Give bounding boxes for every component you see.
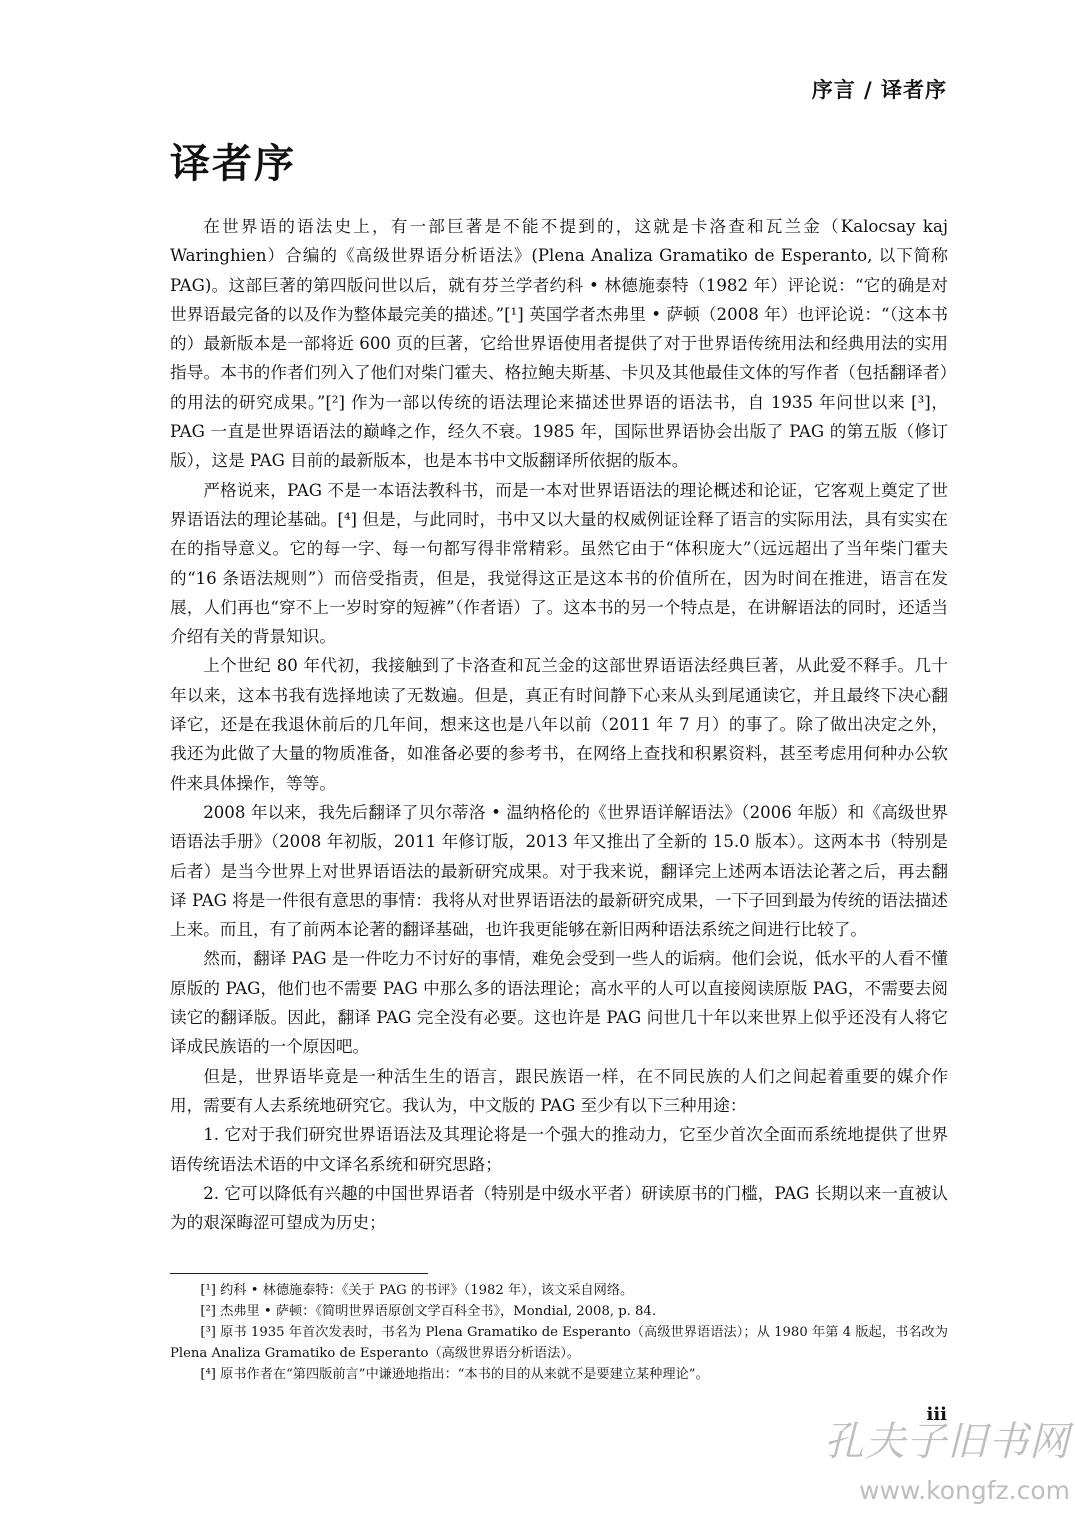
watermark-brand: 孔夫子旧书网 bbox=[824, 1419, 1070, 1465]
paragraph: 然而，翻译 PAG 是一件吃力不讨好的事情，难免会受到一些人的诟病。他们会说，低水平的人看不懂原版的 PAG，他们也不需要 PAG 中那么多的语法理论；高水平的人可以直接阅读原版 PAG，不需要去阅读它的翻译版。因此，翻译 PAG 完全没有必要。这也许是 PAG 问世几十年以来世界上似乎还没有人将它译成民族语的一个原因吧。 bbox=[170, 949, 948, 1057]
paragraph: 在世界语的语法史上，有一部巨著是不能不提到的，这就是卡洛查和瓦兰金（Kalocsay kaj Waringhien）合编的《高级世界语分析语法》(Plena Analiza Gramatiko de Esperanto, 以下简称PAG)。这部巨著的第四版问世以后，就有芬兰学者约科 • 林德施泰特（1982 年）评论说：“它的确是对世界语最完备的以及作为整体最完美的描述。”[¹] 英国学者杰弗里 • 萨顿（2008 年）也评论说：“（这本书的）最新版本是一部将近 600 页的巨著，它给世界语使用者提供了对于世界语传统用法和经典用法的实用指导。本书的作者们列入了他们对柴门霍夫、格拉鲍夫斯基、卡贝及其他最佳文体的写作者（包括翻译者）的用法的研究成果。”[²] 作为一部以传统的语法理论来描述世界语的语法书，自 1935 年问世以来 [³]，PAG 一直是世界语语法的巅峰之作，经久不衰。1985 年，国际世界语协会出版了 PAG 的第五版（修订版），这是 PAG 目前的最新版本，也是本书中文版翻译所依据的版本。 bbox=[170, 217, 948, 471]
watermark bbox=[808, 1418, 1070, 1518]
footnote: [²] 杰弗里 • 萨顿：《简明世界语原创文学百科全书》，Mondial, 2008, p. 84. bbox=[200, 1304, 657, 1319]
page-number: iii bbox=[926, 1404, 947, 1425]
footnote: [⁴] 原书作者在“第四版前言”中谦逊地指出：“本书的目的从来就不是要建立某种理论”。 bbox=[200, 1367, 709, 1382]
paragraph: 严格说来，PAG 不是一本语法教科书，而是一本对世界语语法的理论概述和论证，它客观上奠定了世界语语法的理论基础。[⁴] 但是，与此同时，书中又以大量的权威例证诠释了语言的实际用法，具有实实在在的指导意义。它的每一字、每一句都写得非常精彩。虽然它由于“体积庞大”（远远超出了当年柴门霍夫的“16 条语法规则”）而倍受指责，但是，我觉得这正是这本书的价值所在，因为时间在推进，语言在发展，人们再也“穿不上一岁时穿的短裤”（作者语）了。这本书的另一个特点是，在讲解语法的同时，还适当介绍有关的背景知识。 bbox=[170, 480, 948, 647]
running-header: 序言 / 译者序 bbox=[811, 77, 947, 102]
list-item: 2. 它可以降低有兴趣的中国世界语者（特别是中级水平者）研读原书的门槛，PAG 长期以来一直被认为的艰深晦涩可望成为历史； bbox=[170, 1183, 948, 1233]
watermark-url: www.kongfz.com bbox=[859, 1476, 1070, 1505]
paragraph: 2008 年以来，我先后翻译了贝尔蒂洛 • 温纳格伦的《世界语详解语法》（2006 年版）和《高级世界语语法手册》（2008 年初版，2011 年修订版，2013 年又推出了全新的 15.0 版本）。这两本书（特别是后者）是当今世界上对世界语语法的最新研究成果。对于我来说，翻译完上述两本语法论著之后，再去翻译 PAG 将是一件很有意思的事情：我将从对世界语语法的最新研究成果，一下子回到最为传统的语法描述上来。而且，有了前两本论著的翻译基础，也许我更能够在新旧两种语法系统之间进行比较了。 bbox=[170, 802, 948, 940]
paragraph: 上个世纪 80 年代初，我接触到了卡洛查和瓦兰金的这部世界语语法经典巨著，从此爱不释手。几十年以来，这本书我有选择地读了无数遍。但是，真正有时间静下心来从头到尾通读它，并且最终下决心翻译它，还是在我退休前后的几年间，想来这也是八年以前（2011 年 7 月）的事了。除了做出决定之外，我还为此做了大量的物质准备，如准备必要的参考书，在网络上查找和积累资料，甚至考虑用何种办公软件来具体操作，等等。 bbox=[170, 656, 948, 793]
footnote-divider bbox=[170, 1273, 428, 1274]
list-item: 1. 它对于我们研究世界语语法及其理论将是一个强大的推动力，它至少首次全面而系统地提供了世界语传统语法术语的中文译名系统和研究思路； bbox=[170, 1125, 948, 1174]
body-text bbox=[170, 212, 948, 1237]
paragraph: 但是，世界语毕竟是一种活生生的语言，跟民族语一样，在不同民族的人们之间起着重要的媒介作用，需要有人去系统地研究它。我认为，中文版的 PAG 至少有以下三种用途： bbox=[170, 1066, 948, 1115]
footnote: [¹] 约科 • 林德施泰特：《关于 PAG 的书评》（1982 年），该文采自网络。 bbox=[200, 1283, 634, 1298]
footnote: [³] 原书 1935 年首次发表时，书名为 Plena Gramatiko de Esperanto（高级世界语语法）；从 1980 年第 4 版起，书名改为 Plena Analiza Gramatiko de Esperanto（高级世界语分析语法）。 bbox=[170, 1325, 948, 1361]
footnotes bbox=[170, 1280, 948, 1385]
chapter-title: 译者序 bbox=[170, 140, 296, 187]
